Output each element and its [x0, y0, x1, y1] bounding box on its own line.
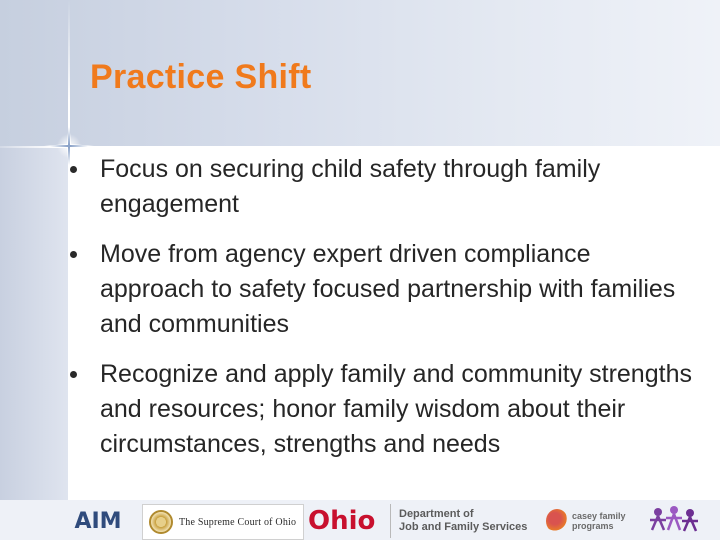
bullet-list	[60, 152, 700, 477]
bullet-item	[60, 237, 700, 342]
bullet-item	[60, 152, 700, 222]
side-band	[0, 146, 68, 540]
bullet-dot-icon	[70, 166, 77, 173]
court-seal-icon	[149, 510, 173, 534]
odjfs-logo	[390, 504, 549, 538]
bullet-text: Move from agency expert driven compliance approach to safety focused partnership with families and communities	[100, 240, 676, 338]
odjfs-line-1: Department of	[399, 508, 474, 520]
odjfs-line-2: Job and Family Services	[399, 521, 528, 533]
supreme-court-logo	[142, 504, 304, 540]
childrens-figures-logo-icon	[644, 504, 704, 538]
bullet-item	[60, 357, 700, 462]
aim-logo: AIM	[74, 508, 122, 534]
horizontal-accent-line	[0, 146, 720, 148]
bullet-dot-icon	[70, 371, 77, 378]
bullet-text: Recognize and apply family and community strengths and resources; honor family wisdom about their circumstances, strengths and needs	[100, 360, 692, 458]
partner-logos	[68, 502, 720, 540]
ohio-logo: Ohio	[308, 506, 376, 536]
slide-title: Practice Shift	[90, 58, 312, 96]
casey-logo	[546, 504, 638, 538]
casey-mark-icon	[546, 509, 568, 533]
casey-logo-text: casey family programs	[572, 511, 626, 531]
court-logo-text: The Supreme Court of Ohio	[179, 516, 297, 528]
bullet-text: Focus on securing child safety through family engagement	[100, 155, 601, 218]
bullet-dot-icon	[70, 251, 77, 258]
